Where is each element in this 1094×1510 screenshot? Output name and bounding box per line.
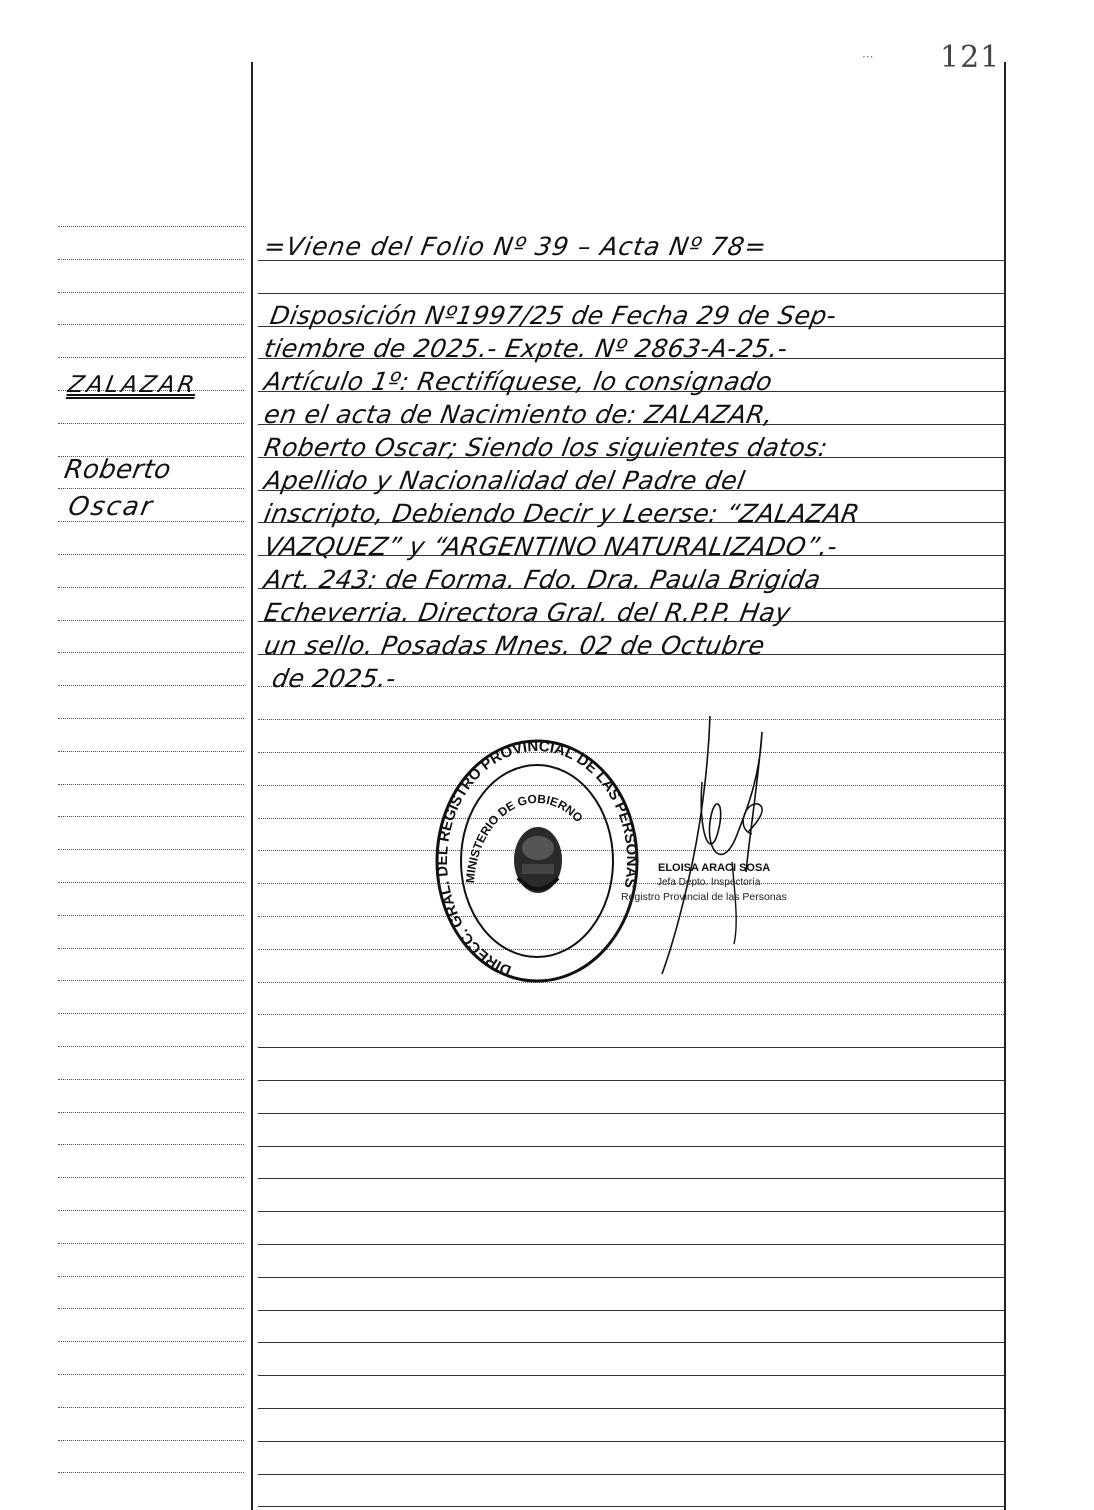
margin-rule-line [58, 324, 244, 325]
body-rule-line [258, 1474, 1004, 1475]
margin-rule-line [58, 1112, 244, 1113]
margin-rule-line [58, 488, 244, 489]
entry-line: Apellido y Nacionalidad del Padre del [262, 466, 748, 495]
entry-line: VAZQUEZ” y “ARGENTINO NATURALIZADO”.- [262, 532, 840, 561]
margin-rule-line [58, 423, 244, 424]
margin-given-name: Oscar [66, 492, 157, 522]
signatory-name: ELOISA ARACI SOSA [658, 862, 771, 874]
margin-rule-line [58, 1407, 244, 1408]
margin-rule-line [58, 915, 244, 916]
body-rule-line [258, 1178, 1004, 1179]
margin-rule-line [58, 1079, 244, 1080]
margin-rule-line [58, 816, 244, 817]
entry-line: Artículo 1º: Rectifíquese, lo consignado [262, 367, 775, 396]
official-seal [434, 738, 640, 984]
body-rule-line [258, 1211, 1004, 1212]
body-rule-line [258, 719, 1004, 720]
body-rule-line [258, 1506, 1004, 1507]
margin-rule-line [58, 849, 244, 850]
margin-rule-line [58, 751, 244, 752]
margin-rule-line [58, 1243, 244, 1244]
handwritten-signature [640, 712, 790, 982]
seal-outer-text: DIRECC. GRAL. DEL REGISTRO PROVINCIAL DE LAS PERSONAS [434, 738, 640, 979]
margin-rule-line [58, 980, 244, 981]
body-rule-line [258, 293, 1004, 294]
margin-rule-line [58, 1013, 244, 1014]
body-rule-line [258, 1342, 1004, 1343]
margin-rule-line [58, 1046, 244, 1047]
body-rule-line [258, 1310, 1004, 1311]
margin-rule-line [58, 1308, 244, 1309]
body-rule-line [258, 1441, 1004, 1442]
margin-rule-line [58, 292, 244, 293]
margin-rule-line [58, 620, 244, 621]
margin-rule-line [58, 1341, 244, 1342]
entry-line: tiembre de 2025.- Expte. Nº 2863-A-25.- [262, 334, 790, 363]
margin-rule-line [58, 587, 244, 588]
margin-rule-line [58, 226, 244, 227]
body-rule-line [258, 1014, 1004, 1015]
folio-number: 121 [940, 40, 1001, 75]
margin-rule-line [58, 685, 244, 686]
margin-rule-line [58, 652, 244, 653]
margin-rule-line [58, 1177, 244, 1178]
margin-rule-line [58, 784, 244, 785]
entry-line: de 2025.- [270, 664, 399, 693]
margin-rule-line [58, 554, 244, 555]
margin-rule-line [58, 1374, 244, 1375]
margin-rule-line [58, 357, 244, 358]
margin-rule-line [58, 1144, 244, 1145]
folio-mark: ··· [862, 50, 874, 64]
body-rule-line [258, 1146, 1004, 1147]
margin-rule-line [58, 1276, 244, 1277]
body-rule-line [258, 1080, 1004, 1081]
seal-inner-text: MINISTERIO DE GOBIERNO [463, 791, 586, 884]
entry-line: inscripto, Debiendo Decir y Leerse: “ZALAZAR [262, 499, 862, 528]
body-rule-line [258, 1113, 1004, 1114]
margin-given-name: Roberto [62, 455, 174, 485]
entry-line: Echeverria. Directora Gral. del R.P.P. Hay [262, 598, 794, 627]
entry-line: Disposición Nº1997/25 de Fecha 29 de Sep- [268, 301, 839, 330]
margin-divider [251, 62, 253, 1510]
body-rule-line [258, 1277, 1004, 1278]
entry-line: en el acta de Nacimiento de: ZALAZAR, [262, 400, 776, 429]
coat-of-arms-icon [514, 827, 562, 893]
body-rule-line [258, 1244, 1004, 1245]
margin-rule-line [58, 1210, 244, 1211]
entry-line: Art. 243: de Forma. Fdo. Dra. Paula Brigida [262, 565, 824, 594]
entry-header-line: =Viene del Folio Nº 39 – Acta Nº 78= [262, 232, 770, 261]
margin-rule-line [58, 948, 244, 949]
signatory-title: Jefa Depto. Inspectoría [657, 877, 761, 888]
entry-line: Roberto Oscar; Siendo los siguientes datos: [262, 433, 831, 462]
right-border [1004, 62, 1006, 1510]
margin-rule-line [58, 259, 244, 260]
margin-rule-line [58, 1440, 244, 1441]
margin-rule-line [58, 718, 244, 719]
margin-surname: ZALAZAR [66, 372, 200, 398]
margin-rule-line [58, 882, 244, 883]
margin-rule-line [58, 1472, 244, 1473]
body-rule-line [258, 1375, 1004, 1376]
body-rule-line [258, 1047, 1004, 1048]
entry-line: un sello. Posadas Mnes. 02 de Octubre [262, 631, 768, 660]
signatory-office: Registro Provincial de las Personas [621, 891, 787, 903]
body-rule-line [258, 1408, 1004, 1409]
